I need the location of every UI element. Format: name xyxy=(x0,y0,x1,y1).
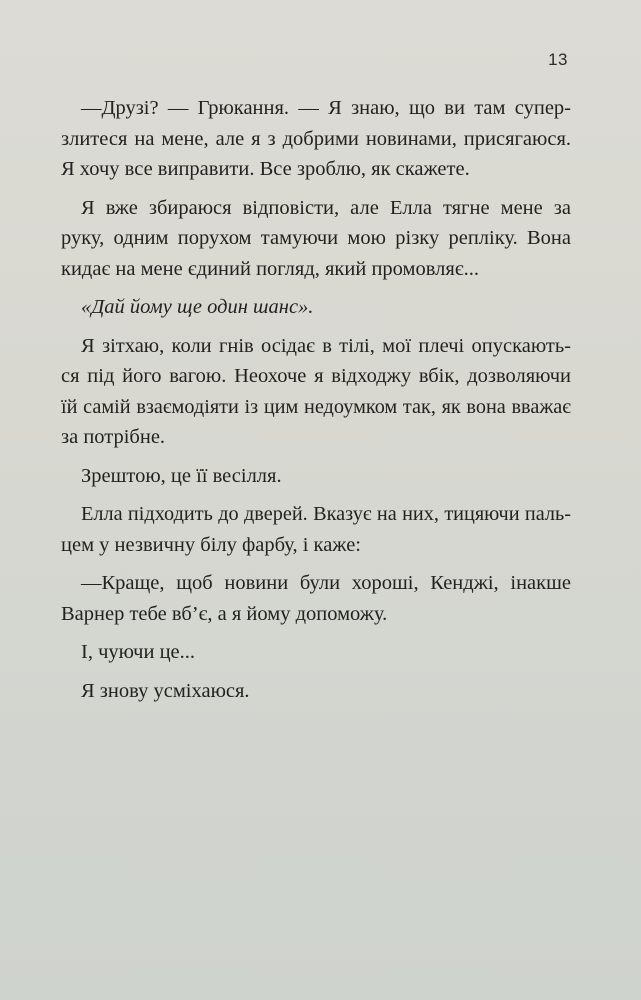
paragraph-4 xyxy=(61,331,571,453)
paragraph-line: Я зітхаю, коли гнів осідає в тілі, мої плечі опускають- xyxy=(81,334,571,357)
paragraph-line: ся під його вагою. Неохоче я відходжу вбік, дозволяючи xyxy=(61,365,571,387)
paragraph-line: Я знову усміхаюся. xyxy=(81,679,250,702)
paragraph-line: їй самій взаємодіяти із цим недоумком так, як вона вважає xyxy=(61,395,571,418)
paragraph-7 xyxy=(61,568,571,629)
paragraph-line: злитеся на мене, але я з добрими новинами, присягаюся. xyxy=(61,127,571,150)
paragraph-line: Я хочу все виправити. Все зроблю, як скажете. xyxy=(61,158,470,180)
paragraph-line: за потрібне. xyxy=(61,426,166,448)
paragraph-line: —Друзі? — Грюкання. — Я знаю, що ви там супер- xyxy=(81,97,571,119)
paragraph-line: І, чуючи це... xyxy=(81,641,196,663)
paragraph-line: цем у незвичну білу фарбу, і каже: xyxy=(61,533,361,556)
paragraph-line: кидає на мене єдиний погляд, який промовляє... xyxy=(61,257,480,280)
paragraph-line: Варнер тебе вб’є, а я йому допоможу. xyxy=(61,602,388,625)
paragraph-line: —Краще, щоб новини були хороші, Кенджі, інакше xyxy=(81,572,571,594)
paragraph-1 xyxy=(61,93,571,185)
paragraph-8 xyxy=(61,637,571,668)
paragraph-5 xyxy=(61,461,571,492)
paragraph-line: руку, одним порухом тамуючи мою різку репліку. Вона xyxy=(61,227,571,249)
paragraph-line: «Дай йому ще один шанс». xyxy=(81,296,314,318)
body-text xyxy=(61,93,571,714)
paragraph-6 xyxy=(61,499,571,560)
paragraph-line: Елла підходить до дверей. Вказує на них, тицяючи паль- xyxy=(81,503,571,525)
paragraph-line: Зрештою, це її весілля. xyxy=(81,464,282,487)
paragraph-line: Я вже збираюся відповісти, але Елла тягне мене за xyxy=(81,196,571,219)
paragraph-2 xyxy=(61,193,571,285)
paragraph-9 xyxy=(61,676,571,707)
page-number: 13 xyxy=(548,50,568,69)
paragraph-3 xyxy=(61,292,571,323)
